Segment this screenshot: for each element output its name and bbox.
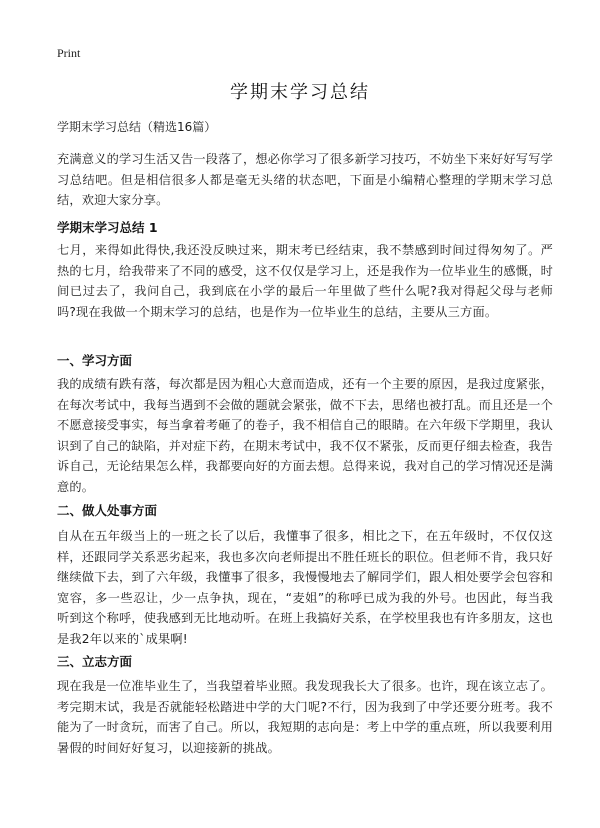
section-heading-summary-1: 学期末学习总结 1 bbox=[57, 220, 158, 235]
page-title: 学期末学习总结 bbox=[230, 82, 370, 103]
section-paragraph-summary-1: 七月，来得如此得快,我还没反映过来，期末考已经结束，我不禁感到时间过得匆匆了。严热的七月，给我带来了不同的感受，这不仅仅是学习上，还是我作为一位毕业生的感慨，时间已过去了，我问自己，我到底在小学的最后一年里做了些什么呢?我对得起父母与老师吗?现在我做一个期末学习的总结，也是作为一位毕业生的总结，主要从三方面。 bbox=[57, 243, 553, 319]
section-paragraph-conduct: 自从在五年级当上的一班之长了以后，我懂事了很多，相比之下，在五年级时，不仅仅这样，还跟同学关系恶劣起来，我也多次向老师提出不胜任班长的职位。但老师不肯，我只好继续做下去，到了六年级，我懂事了很多，我慢慢地去了解同学们，跟人相处要学会包容和宽容，多一些忍让，少一点争执，现在，“麦姐”的称呼已成为我的外号。也因此，每当我听到这个称呼，使我感到无比地动听。在班上我搞好关系，在学校里我也有许多朋友，这也是我2年以来的`成果啊! bbox=[57, 529, 553, 646]
section-paragraph-goals: 现在我是一位准毕业生了，当我望着毕业照。我发现我长大了很多。也许，现在该立志了。考完期末试，我是否就能轻松踏进中学的大门呢?不行，因为我到了中学还要分班考。我不能为了一时贪玩，而害了自己。所以，我短期的志向是：考上中学的重点班，所以我要利用暑假的时间好好复习，以迎接新的挑战。 bbox=[57, 679, 553, 755]
section-paragraph-study: 我的成绩有跌有落，每次都是因为粗心大意而造成，还有一个主要的原因，是我过度紧张，在每次考试中，我每当遇到不会做的题就会紧张，做不下去，思绪也被打乱。而且还是一个不愿意接受事实，每当拿着考砸了的卷子，我不相信自己的眼睛。在六年级下学期里，我认识到了自己的缺陷，并对症下药，在期末考试中，我不仅不紧张，反而更仔细去检查，我告诉自己，无论结果怎么样，我都要向好的方面去想。总得来说，我对自己的学习情况还是满意的。 bbox=[57, 377, 553, 494]
section-heading-goals: 三、立志方面 bbox=[57, 654, 133, 669]
document-subtitle: 学期末学习总结（精选16篇） bbox=[57, 120, 217, 134]
section-heading-study: 一、学习方面 bbox=[57, 353, 133, 368]
print-link[interactable]: Print bbox=[57, 46, 81, 60]
section-heading-conduct: 二、做人处事方面 bbox=[57, 503, 158, 518]
intro-paragraph: 充满意义的学习生活又告一段落了，想必你学习了很多新学习技巧，不妨坐下来好好写写学习总结吧。但是相信很多人都是毫无头绪的状态吧，下面是小编精心整理的学期末学习总结，欢迎大家分享。 bbox=[57, 152, 553, 208]
